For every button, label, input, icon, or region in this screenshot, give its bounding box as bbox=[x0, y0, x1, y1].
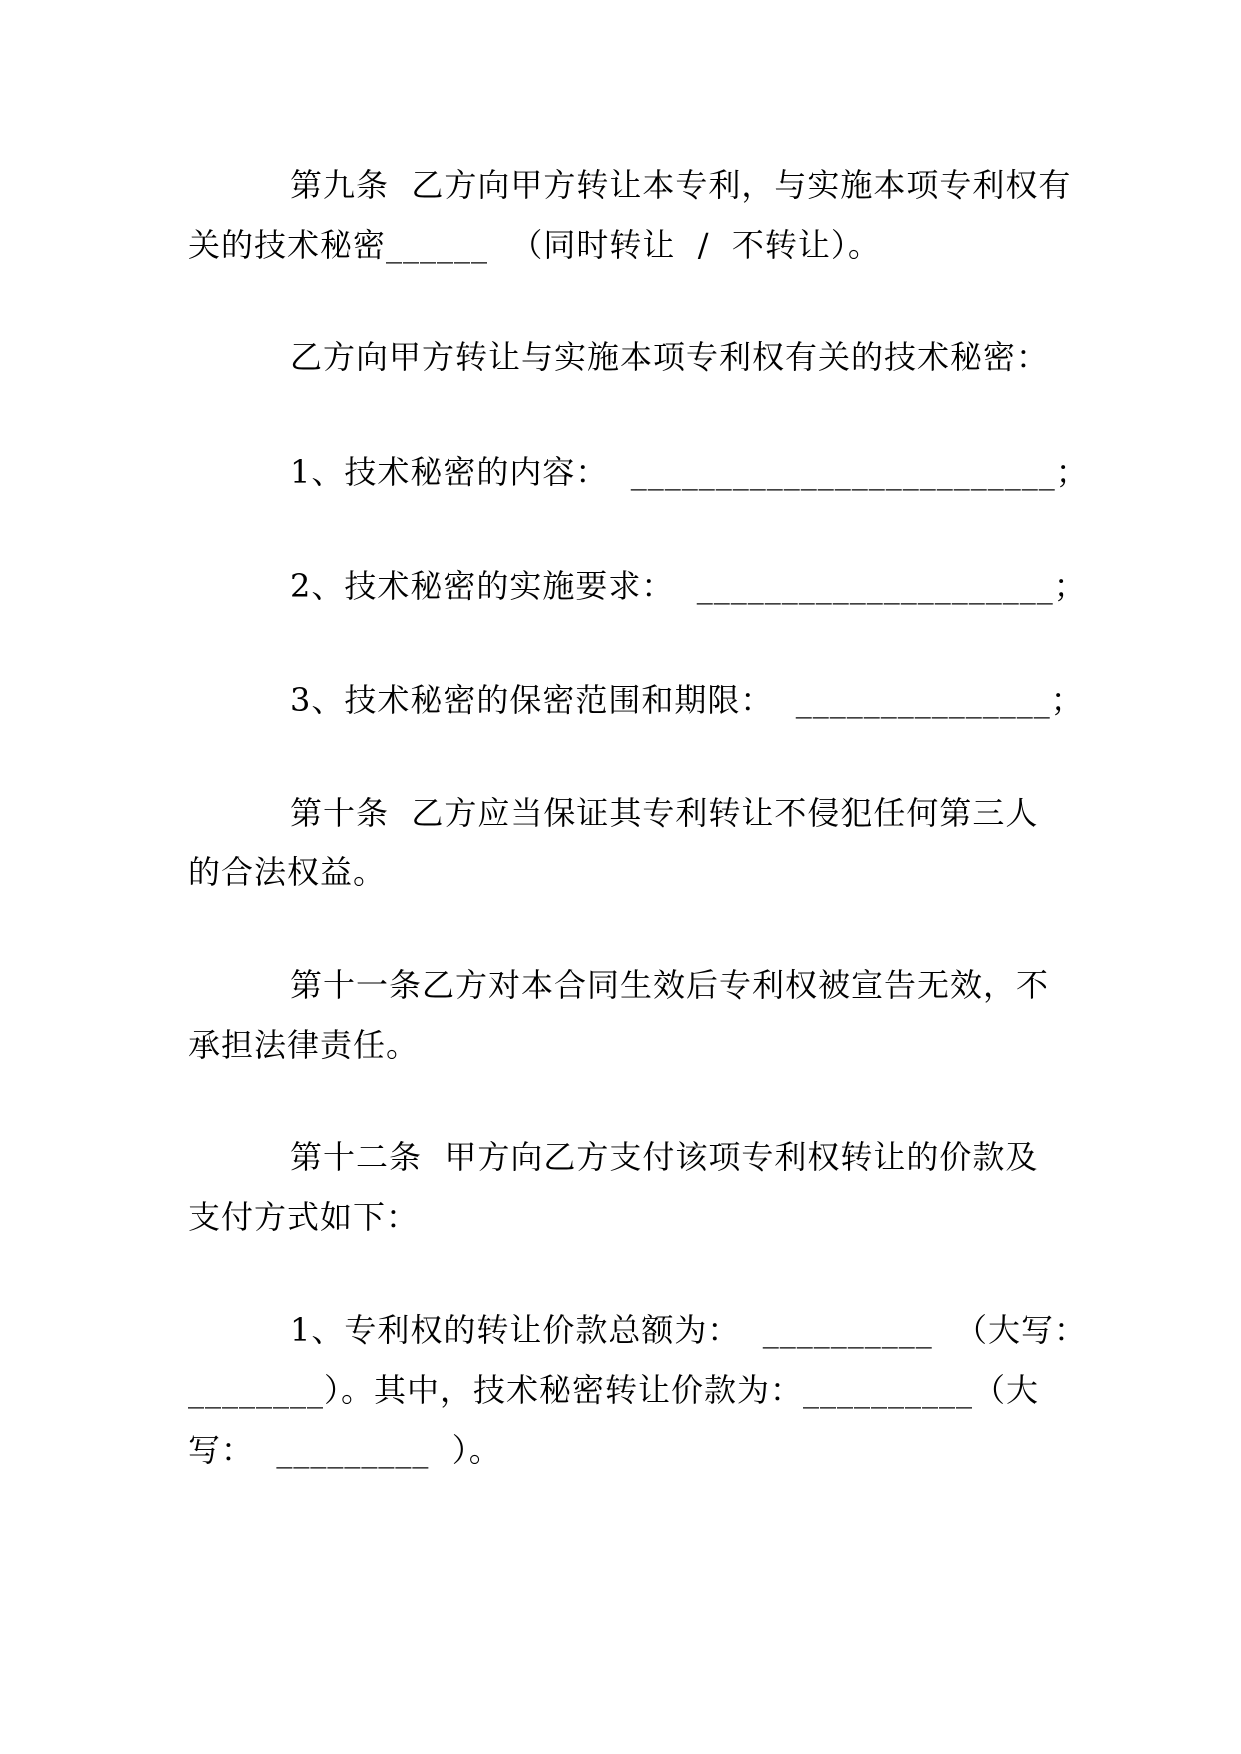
tech-secret-intro: 乙方向甲方转让与实施本项专利权有关的技术秘密： bbox=[290, 338, 1050, 376]
payment-item-1-line-3: 写： _________ ）。 bbox=[188, 1431, 502, 1469]
tech-secret-item-3: 3、技术秘密的保密范围和期限： _______________； bbox=[290, 681, 1084, 719]
article-9-line-2: 关的技术秘密______ （同时转让 / 不转让）。 bbox=[188, 226, 881, 264]
article-10-line-2: 的合法权益。 bbox=[188, 853, 387, 891]
article-10-line-1: 第十条 乙方应当保证其专利转让不侵犯任何第三人 bbox=[290, 794, 1039, 832]
tech-secret-item-2: 2、技术秘密的实施要求： _____________________； bbox=[290, 567, 1087, 605]
tech-secret-item-1: 1、技术秘密的内容： _________________________； bbox=[290, 453, 1089, 491]
article-11-line-2: 承担法律责任。 bbox=[188, 1026, 420, 1064]
article-11-line-1: 第十一条乙方对本合同生效后专利权被宣告无效，不 bbox=[290, 966, 1050, 1004]
article-12-line-2: 支付方式如下： bbox=[188, 1198, 420, 1236]
payment-item-1-line-2: ________）。其中，技术秘密转让价款为：__________（大 bbox=[188, 1371, 1040, 1409]
article-9-line-1: 第九条 乙方向甲方转让本专利，与实施本项专利权有 bbox=[290, 166, 1072, 204]
payment-item-1-line-1: 1、专利权的转让价款总额为： __________ （大写： bbox=[290, 1311, 1088, 1349]
article-12-line-1: 第十二条 甲方向乙方支付该项专利权转让的价款及 bbox=[290, 1138, 1039, 1176]
